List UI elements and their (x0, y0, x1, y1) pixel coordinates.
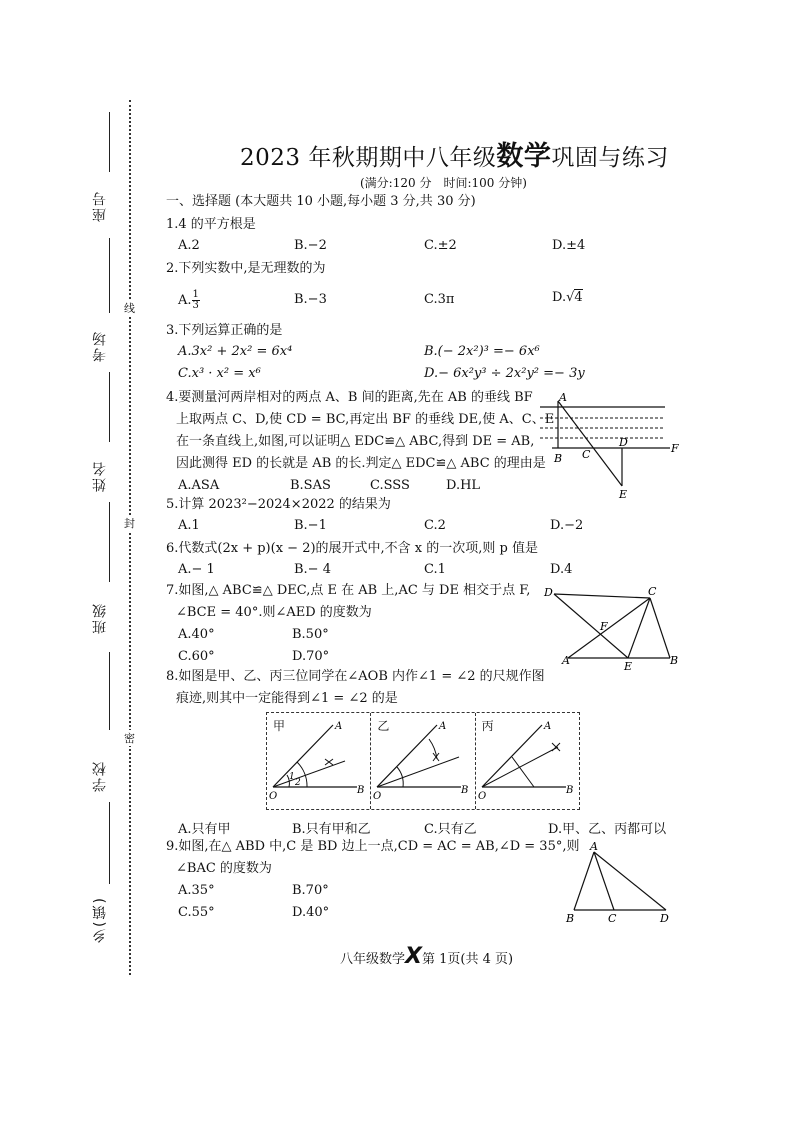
name-line (109, 372, 110, 442)
panel-jia-label: 甲 (273, 719, 286, 733)
svg-text:1: 1 (289, 772, 295, 782)
seal-mark-line: 线 (124, 302, 135, 315)
q7-label-f: F (600, 620, 608, 633)
q2-option-d: D.√4 (552, 290, 583, 305)
panel-yi-label: 乙 (377, 719, 390, 733)
q9-label-b: B (566, 912, 575, 924)
q4-line-1: 4.要测量河两岸相对的两点 A、B 间的距离,先在 AB 的垂线 BF (166, 390, 533, 405)
footer-prefix: 八年级数学 (340, 952, 406, 967)
q4-option-d: D.HL (446, 478, 481, 493)
q5-option-d: D.−2 (550, 518, 584, 533)
q4-label-f: F (671, 442, 679, 455)
room-line (109, 238, 110, 313)
panel-jia (267, 713, 371, 809)
q8-option-c: C.只有乙 (424, 822, 477, 837)
q9-label-d: D (660, 912, 669, 924)
seal-mark-seal: 封 (124, 517, 135, 530)
q9-label-a: A (590, 840, 598, 853)
school-line (109, 652, 110, 730)
title-subject: 数学 (496, 141, 552, 172)
q7-label-b: B (670, 654, 679, 667)
q3-option-b: B.(− 2x²)³ =− 6x⁶ (424, 344, 540, 359)
q8-line-2: 痕迹,则其中一定能得到∠1 = ∠2 的是 (176, 691, 398, 706)
svg-text:B: B (357, 785, 365, 796)
panel-bing (476, 713, 579, 809)
q9-option-c: C.55° (178, 905, 215, 920)
q9-option-b: B.70° (292, 883, 329, 898)
q4-river-figure (530, 390, 680, 505)
q9-triangle-figure (560, 840, 680, 924)
q3-option-d: D.− 6x²y³ ÷ 2x²y² =− 3y (424, 366, 585, 381)
q7-option-c: C.60° (178, 649, 215, 664)
q6-stem: 6.代数式(2x + p)(x − 2)的展开式中,不含 x 的一次项,则 p 值是 (166, 541, 538, 556)
q4-label-d: D (619, 436, 628, 449)
q4-option-b: B.SAS (290, 478, 331, 493)
q7-triangle-figure (538, 582, 688, 672)
page-title (240, 134, 669, 173)
q6-option-c: C.1 (424, 562, 446, 577)
q9-line-1: 9.如图,在△ ABD 中,C 是 BD 边上一点,CD = AC = AB,∠D = 35°,则 (166, 839, 580, 854)
footer-page-number: 第 1页(共 4 页) (421, 952, 514, 967)
q7-label-c: C (648, 585, 657, 598)
q7-label-d: D (544, 586, 553, 599)
q4-label-c: C (582, 448, 591, 461)
q7-line-1: 7.如图,△ ABC≌△ DEC,点 E 在 AB 上,AC 与 DE 相交于点 F, (166, 583, 531, 598)
q4-label-b: B (554, 452, 563, 465)
section-heading: 一、选择题 (本大题共 10 小题,每小题 3 分,共 30 分) (166, 194, 476, 209)
title-prefix: 2023 年秋期期中八年级 (240, 145, 497, 171)
q5-option-a: A.1 (178, 518, 200, 533)
town-line (109, 802, 110, 884)
q7-option-d: D.70° (292, 649, 330, 664)
svg-text:2: 2 (295, 778, 301, 788)
svg-text:O: O (269, 791, 278, 802)
q9-label-c: C (608, 912, 617, 924)
page-footer (340, 944, 513, 969)
q5-option-c: C.2 (424, 518, 446, 533)
q2-option-b: B.−3 (294, 292, 327, 307)
seal-dotted-line (129, 100, 131, 975)
q7-label-a: A (562, 654, 570, 667)
title-suffix: 巩固与练习 (551, 145, 669, 171)
q7-option-b: B.50° (292, 627, 329, 642)
q7-line-2: ∠BCE = 40°.则∠AED 的度数为 (176, 605, 372, 620)
q2-option-c: C.3π (424, 292, 455, 307)
footer-version-mark: X (405, 944, 422, 969)
q4-line-4: 因此测得 ED 的长就是 AB 的长.判定△ EDC≌△ ABC 的理由是 (176, 456, 546, 471)
class-line (109, 502, 110, 582)
seat-line (109, 112, 110, 172)
q4-label-e: E (619, 488, 628, 501)
q3-stem: 3.下列运算正确的是 (166, 323, 283, 338)
room-label: 考场 (92, 330, 108, 362)
q4-label-a: A (559, 391, 567, 404)
q3-option-a: A.3x² + 2x² = 6x⁴ (178, 344, 293, 359)
svg-text:O: O (373, 791, 382, 802)
q5-stem: 5.计算 2023²−2024×2022 的结果为 (166, 497, 391, 512)
q6-option-b: B.− 4 (294, 562, 331, 577)
q6-option-a: A.− 1 (178, 562, 215, 577)
q8-option-b: B.只有甲和乙 (292, 822, 371, 837)
q7-option-a: A.40° (178, 627, 215, 642)
page-subtitle: (满分:120 分 时间:100 分钟) (360, 176, 527, 190)
q1-option-d: D.±4 (552, 238, 586, 253)
q8-option-a: A.只有甲 (178, 822, 231, 837)
q4-line-3: 在一条直线上,如图,可以证明△ EDC≌△ ABC,得到 DE = AB, (176, 434, 535, 449)
q9-line-2: ∠BAC 的度数为 (176, 861, 272, 876)
panel-yi (371, 713, 475, 809)
q5-option-b: B.−1 (294, 518, 327, 533)
q4-option-a: A.ASA (178, 478, 220, 493)
school-label: 学校 (92, 760, 108, 792)
q8-line-1: 8.如图是甲、乙、丙三位同学在∠AOB 内作∠1 = ∠2 的尺规作图 (166, 669, 545, 684)
q4-line-2: 上取两点 C、D,使 CD = BC,再定出 BF 的垂线 DE,使 A、C、E (176, 412, 555, 427)
q9-option-d: D.40° (292, 905, 330, 920)
q3-option-c: C.x³ · x² = x⁶ (178, 366, 261, 381)
seat-label: 座号 (92, 190, 108, 222)
panel-bing-label: 丙 (481, 719, 494, 733)
svg-text:O: O (477, 791, 486, 802)
svg-text:B: B (565, 785, 574, 796)
q1-option-c: C.±2 (424, 238, 457, 253)
q6-option-d: D.4 (550, 562, 573, 577)
svg-text:A: A (335, 721, 343, 732)
class-label: 班级 (92, 602, 108, 634)
svg-text:A: A (439, 721, 447, 732)
svg-text:A: A (543, 721, 551, 732)
q7-label-e: E (624, 660, 633, 672)
seal-mark-secret: 密 (124, 732, 135, 745)
q8-option-d: D.甲、乙、丙都可以 (548, 822, 667, 837)
q2-stem: 2.下列实数中,是无理数的为 (166, 261, 326, 276)
q1-stem: 1.4 的平方根是 (166, 217, 256, 232)
q1-option-b: B.−2 (294, 238, 327, 253)
q9-option-a: A.35° (178, 883, 215, 898)
q2-option-a: A. $\frac{1}{3}$ (178, 289, 199, 311)
q8-construction-panels (266, 712, 580, 810)
town-label: 乡(镇) (92, 896, 108, 943)
svg-text:B: B (461, 785, 469, 796)
q1-option-a: A.2 (178, 238, 200, 253)
q4-option-c: C.SSS (370, 478, 410, 493)
name-label: 姓名 (92, 460, 108, 492)
